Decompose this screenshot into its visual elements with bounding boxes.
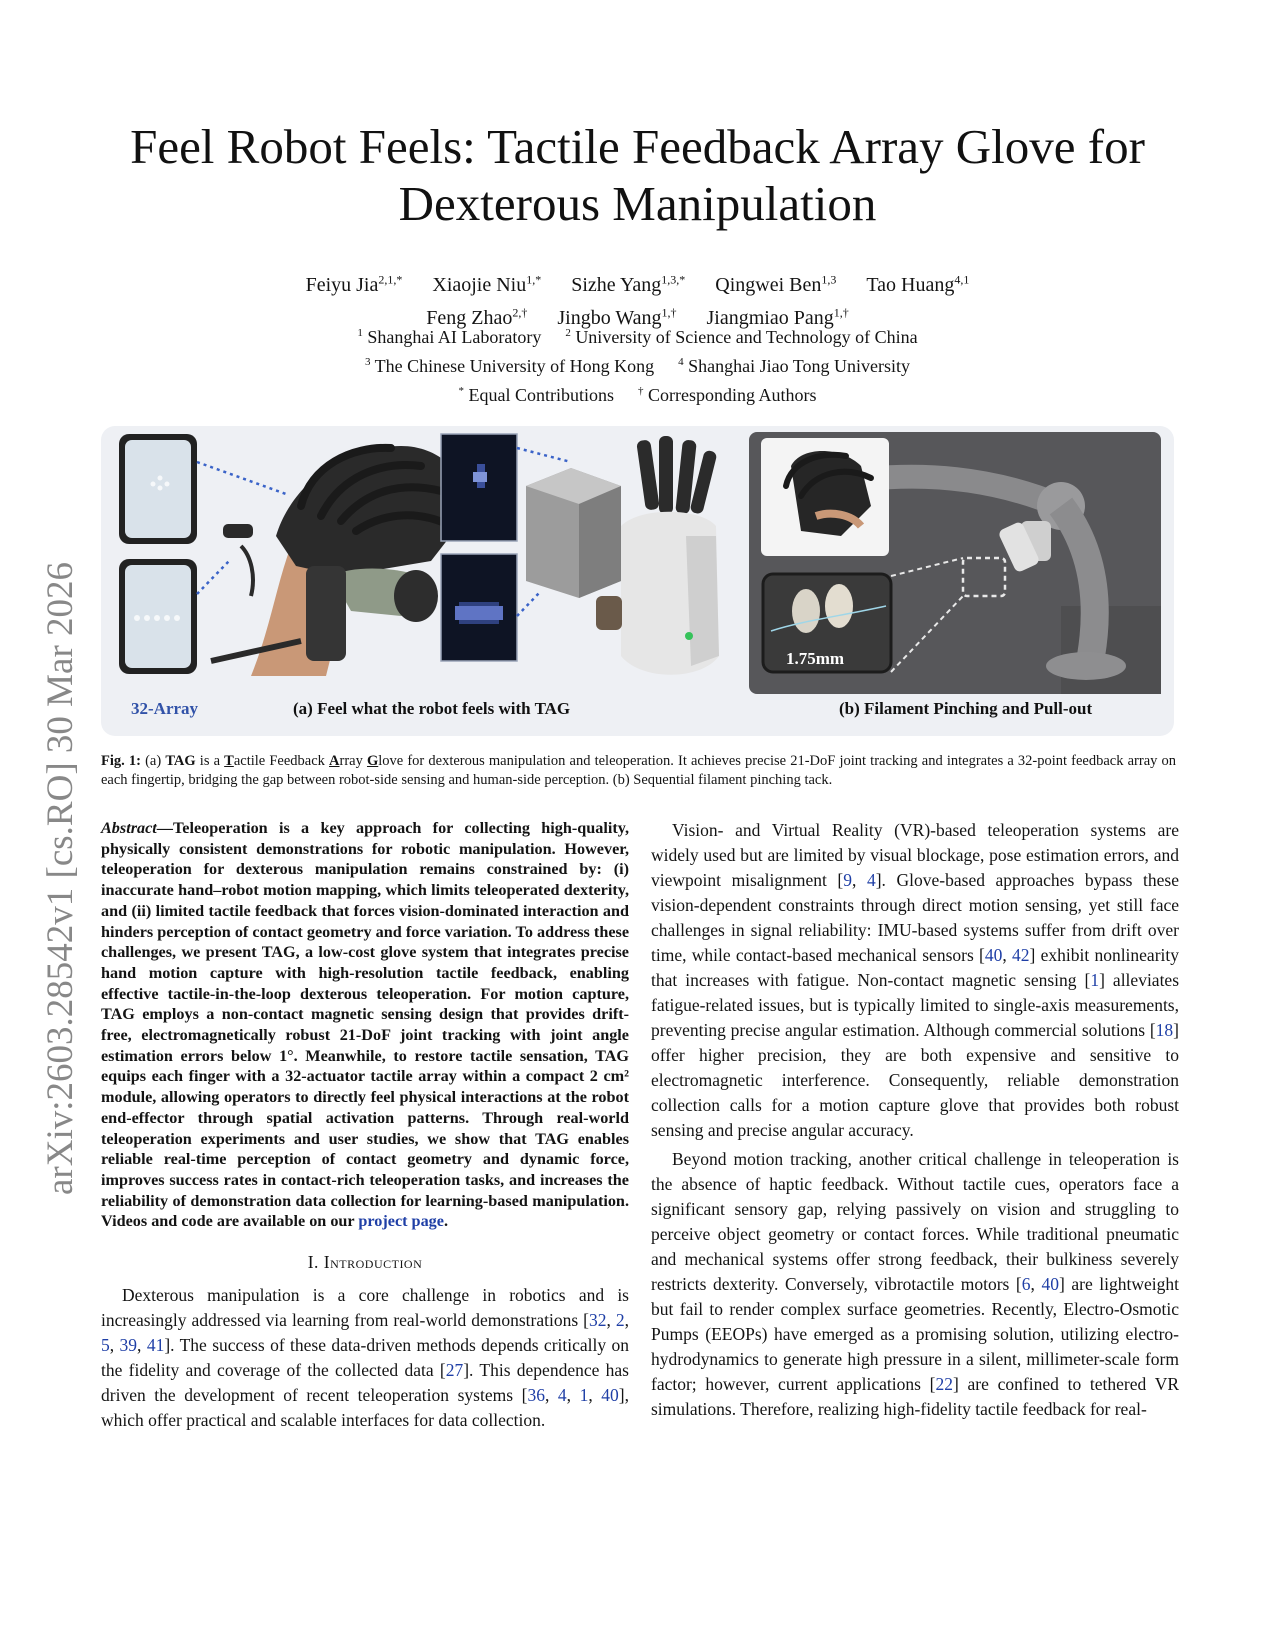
abstract-end: .	[443, 1212, 448, 1231]
figure-sublabel-b: (b) Filament Pinching and Pull-out	[839, 699, 1093, 718]
glove-hand-illustration	[211, 446, 467, 676]
citation-link[interactable]: 5	[101, 1335, 110, 1356]
affiliation-name: Corresponding Authors	[648, 385, 817, 405]
citation-link[interactable]: 42	[1012, 945, 1030, 965]
measure-label: 1.75mm	[786, 649, 845, 668]
citation-link[interactable]: 40	[601, 1385, 619, 1406]
author-name: Jingbo Wang$^{1,\dagger}$	[557, 305, 677, 330]
citation-link[interactable]: 9	[843, 870, 853, 890]
section-heading-introduction: I. Introduction	[307, 1252, 423, 1273]
abstract	[101, 818, 629, 1232]
figure-illustration	[101, 426, 1174, 736]
affiliation	[565, 327, 917, 347]
author-affiliation-mark: 2,†	[512, 305, 528, 320]
author-name: Qingwei Ben$^{1,3}$	[715, 272, 837, 296]
intro-paragraph: Dexterous manipulation is a core challenge in robotics and is increasingly addressed via learning from real-world demonstrations [32, 2, 5, 39, 41]. The success of these data-driven methods depends critically on the fidelity and coverage of the collected data [27]. This dependence has driven the development of recent teleoperation systems [36, 4, 1, 40], which offer practical and scalable interfaces for data collection.	[101, 1285, 630, 1431]
caption-is-a: is a	[199, 753, 221, 769]
array-label: 32-Array	[131, 699, 199, 718]
affiliation	[638, 385, 817, 405]
acronym-rest: rray	[339, 753, 367, 769]
author-affiliation-mark: 1,†	[661, 305, 677, 320]
author-affiliation-mark: 4,1	[954, 272, 970, 286]
citation-link[interactable]: 27	[445, 1360, 464, 1381]
abstract-lead: Abstract	[101, 819, 157, 837]
citation-link[interactable]: 36	[527, 1385, 545, 1406]
affiliation-mark: 2	[565, 327, 571, 339]
citation-link[interactable]: 39	[119, 1335, 138, 1356]
citation-link[interactable]: 32	[588, 1310, 607, 1331]
glove-inset-photo	[761, 438, 889, 556]
acronym-letter: G	[366, 753, 379, 769]
author-name: Sizhe Yang$^{1,3,*}$	[571, 272, 686, 296]
figure-sublabel-a: (a) Feel what the robot feels with TAG	[293, 699, 571, 718]
affiliation-mark: 4	[678, 356, 684, 368]
author-affiliation-mark: 1,3	[821, 272, 837, 286]
citation-link[interactable]: 1	[579, 1385, 589, 1406]
figure-caption	[101, 752, 1176, 790]
caption-label: Fig. 1:	[101, 753, 141, 769]
tactile-module-bottom	[119, 559, 197, 674]
author-name: Jiangmiao Pang$^{1,\dagger}$	[706, 305, 849, 330]
acronym-rest: love	[378, 753, 404, 769]
right-column	[651, 818, 1179, 1422]
author-affiliation-mark: 2,1,*	[378, 272, 403, 286]
affiliation-list	[100, 321, 1175, 408]
citation-link[interactable]: 22	[935, 1374, 953, 1394]
acronym-letter: T	[224, 753, 234, 769]
arxiv-identifier: arXiv:2603.28542v1 [cs.RO] 30 Mar 2026	[40, 561, 81, 1195]
affiliation-name: University of Science and Technology of China	[575, 327, 918, 347]
citation-link[interactable]: 40	[1041, 1274, 1059, 1294]
project-page-link[interactable]: project page	[358, 1212, 444, 1231]
abstract-body: Teleoperation is a key approach for collecting high-quality, physically consistent demonstrations for robotic manipulation. However, teleoperation for dexterous manipulation remains constrained by: (i) inaccurate hand–robot motion mapping, which limits teleoperated dexterity, and (ii) limited tactile feedback that forces vision-dominated interaction and hinders perception of contact geometry and force variation. To address these challenges, we present TAG, a low-cost glove system that integrates precise hand motion capture with high-resolution tactile feedback, enabling effective tactile-in-the-loop dexterous teleoperation. For motion capture, TAG employs a non-contact magnetic sensing design that provides drift-free, electromagnetically robust 21-DoF joint tracking with joint angle estimation errors below 1°. Meanwhile, to restore tactile sensation, TAG equips each finger with a 32-actuator tactile array within a compact 2 cm² module, allowing operators to directly feel physical interactions at the robot end-effector through spatial activation patterns. Through real-world teleoperation experiments and user studies, we show that TAG enables reliable real-time perception of contact geometry and dynamic force, improves success rates in contact-rich teleoperation tasks, and increases the reliability of demonstration data collection for learning-based manipulation. Videos and code are available on our	[101, 819, 629, 1231]
citation-link[interactable]: 4	[866, 870, 876, 890]
tactile-pixel-map-bottom	[441, 554, 517, 661]
affiliation-name: Shanghai AI Laboratory	[367, 327, 542, 347]
abstract-dash: —	[156, 819, 173, 837]
author-name: Xiaojie Niu$^{1,*}$	[432, 272, 542, 296]
affiliation-mark: *	[458, 385, 464, 397]
acronym-rest: actile Feedback	[233, 753, 330, 769]
citation-link[interactable]: 1	[1090, 970, 1100, 990]
tactile-pixel-map-top	[441, 434, 517, 541]
author-affiliation-mark: 1,*	[526, 272, 542, 286]
affiliation-mark: 1	[357, 327, 363, 339]
affiliation-name: Shanghai Jiao Tong University	[688, 356, 911, 376]
author-affiliation-mark: 1,†	[833, 305, 849, 320]
author-name: Tao Huang$^{4,1}$	[866, 272, 970, 296]
caption-part-a: (a)	[145, 753, 162, 769]
affiliation-name: The Chinese University of Hong Kong	[374, 356, 655, 376]
citation-link[interactable]: 6	[1021, 1274, 1031, 1294]
body-paragraph: Vision- and Virtual Reality (VR)-based teleoperation systems are widely used but are limited by visual blockage, pose estimation errors, and viewpoint misalignment [9, 4]. Glove-based approaches bypass these vision-dependent constraints through direct motion sensing, yet still face challenges in signal reliability: IMU-based systems suffer from drift over time, while contact-based mechanical sensors [40, 42] exhibit nonlinearity that increases with fatigue. Non-contact magnetic sensing [1] alleviates fatigue-related issues, but is typically limited to single-axis measurements, preventing precise angular estimation. Although commercial solutions [18] offer higher precision, they are both expensive and sensitive to electromagnetic interference. Consequently, reliable demonstration collection calls for a motion capture glove that provides both robust sensing and precise angular accuracy.	[651, 820, 1180, 1140]
citation-link[interactable]: 18	[1155, 1020, 1174, 1040]
figure-1	[101, 426, 1174, 736]
affiliation	[365, 356, 654, 376]
citation-link[interactable]: 4	[557, 1385, 567, 1406]
tactile-module-top	[119, 434, 197, 544]
affiliation-mark: 3	[364, 356, 371, 368]
caption-acronym	[224, 753, 403, 769]
author-affiliation-mark: 1,3,*	[661, 272, 686, 286]
body-paragraph: Beyond motion tracking, another critical challenge in teleoperation is the absence of haptic feedback. Without tactile cues, operators face a significant sensory gap, relying passively on vision and struggling to perceive object geometry or contact forces. While traditional pneumatic and mechanical systems offer strong feedback, their bulkiness severely restricts dexterity. Conversely, vibrotactile motors [6, 40] are lightweight but fail to render complex surface geometries. Recently, Electro-Osmotic Pumps (EEOPs) have emerged as a promising solution, utilizing electro-hydrodynamics to generate high pressure in a silent, millimeter-scale form factor; however, current applications [22] are confined to tethered VR simulations. Therefore, realizing high-fidelity tactile feedback for real-	[651, 1149, 1180, 1419]
affiliation-mark: †	[638, 385, 644, 397]
citation-link[interactable]: 41	[146, 1335, 165, 1356]
caption-body: for dexterous manipulation and teleoperation. It achieves precise 21-DoF joint tracking and integrates a 32-point feedback array on each fingertip, bridging the gap between robot-side sensing and human-side perception. (b) Sequential filament pinching tack.	[101, 753, 1177, 788]
citation-link[interactable]: 40	[984, 945, 1003, 965]
robot-hand-illustration	[526, 436, 719, 675]
paper-title: Feel Robot Feels: Tactile Feedback Array Glove for Dexterous Manipulation	[130, 119, 1145, 231]
affiliation	[459, 385, 615, 405]
author-name: Feng Zhao$^{2,\dagger}$	[426, 305, 528, 330]
citation-link[interactable]: 2	[615, 1310, 625, 1331]
affiliation	[678, 356, 910, 376]
affiliation-name: Equal Contributions	[468, 385, 614, 405]
left-column	[101, 818, 629, 1433]
acronym-letter: A	[329, 753, 340, 769]
caption-tag: TAG	[165, 753, 196, 769]
affiliation	[357, 327, 541, 347]
author-name: Feiyu Jia$^{2,1,*}$	[305, 272, 403, 296]
